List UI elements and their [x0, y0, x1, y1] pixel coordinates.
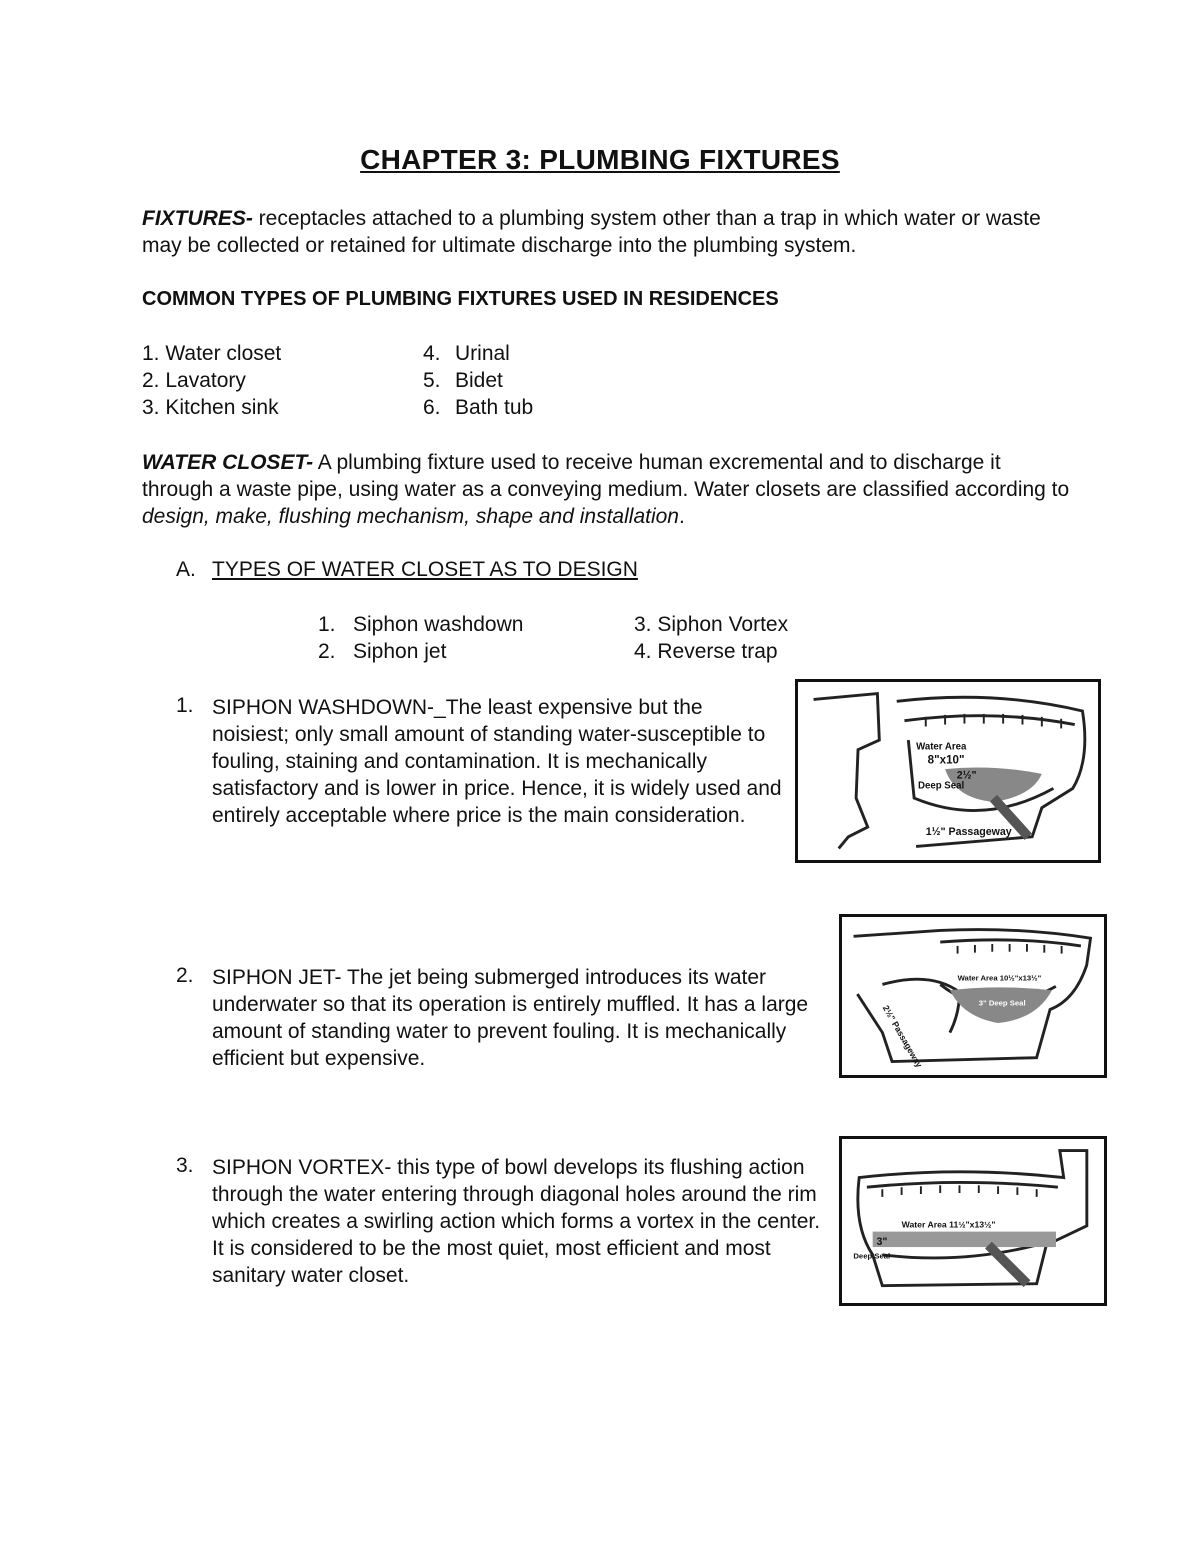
list-item: 4. Reverse trap: [634, 640, 778, 663]
common-types-heading: COMMON TYPES OF PLUMBING FIXTURES USED IN RESIDENCES: [142, 288, 779, 310]
passageway-label: 2½" Passageway: [880, 1003, 925, 1070]
list-item: 5. Bidet: [423, 369, 503, 392]
fixtures-term: FIXTURES-: [142, 207, 253, 230]
list-item: 1. Water closet: [142, 342, 282, 365]
water-closet-term: WATER CLOSET-: [142, 451, 314, 474]
water-closet-definition: WATER CLOSET- A plumbing fixture used to receive human excremental and to discharge it through a waste pipe, using water as a conveying medium. Water closets are classified according to design, make, flushing mechanism, shape and installation.: [142, 451, 1070, 528]
deep-seal-size-label: 2½": [956, 769, 977, 782]
deep-seal-label: Deep Seal: [853, 1251, 891, 1261]
item-number: 2.: [176, 964, 194, 987]
common-types-list-left: [142, 340, 281, 421]
list-item: 6. Bath tub: [423, 396, 534, 419]
list-item: 1. Siphon washdown: [318, 613, 524, 636]
list-item: 3. Kitchen sink: [142, 396, 279, 419]
list-item: 3. Siphon Vortex: [634, 613, 789, 636]
common-types-list-right: [423, 340, 533, 421]
design-types-list-right: [634, 611, 788, 665]
siphon-vortex-diagram: [842, 1139, 1104, 1303]
water-area-label: Water Area: [916, 741, 967, 753]
deep-seal-label: Deep Seal: [918, 780, 965, 792]
page-title: CHAPTER 3: PLUMBING FIXTURES: [360, 144, 840, 175]
siphon-washdown-figure: [795, 679, 1101, 863]
siphon-vortex-description: SIPHON VORTEX- this type of bowl develops its flushing action through the water entering through diagonal holes around the rim which creates a swirling action which forms a vortex in the center. It is considered to be the most quiet, most efficient and most sanitary water closet.: [212, 1156, 821, 1287]
deep-seal-size-label: 3": [876, 1236, 888, 1249]
siphon-jet-figure: [839, 914, 1107, 1078]
item-number: 1.: [176, 694, 194, 717]
section-a-heading: A. TYPES OF WATER CLOSET AS TO DESIGN: [176, 558, 638, 581]
water-area-label: Water Area 10½"x13½": [957, 973, 1042, 983]
fixtures-text: receptacles attached to a plumbing system other than a trap in which water or waste may be collected or retained for ultimate discharge into the plumbing system.: [142, 207, 1041, 257]
water-area-size-label: 8"x10": [927, 753, 965, 767]
siphon-washdown-diagram: [798, 682, 1098, 860]
list-item: 4. Urinal: [423, 342, 510, 365]
siphon-washdown-description: SIPHON WASHDOWN-_The least expensive but the noisiest; only small amount of standing water-susceptible to fouling, staining and contamination. It is mechanically satisfactory and is lower in price. Hence, it is widely used and entirely acceptable where price is the main consideration.: [212, 696, 782, 827]
deep-seal-label: 3" Deep Seal: [978, 998, 1026, 1008]
water-area-label: Water Area 11½"x13½": [901, 1219, 996, 1230]
list-item: 2. Lavatory: [142, 369, 246, 392]
siphon-jet-diagram: [842, 917, 1104, 1075]
siphon-jet-description: SIPHON JET- The jet being submerged introduces its water underwater so that its operation is entirely muffled. It has a large amount of standing water to prevent fouling. It is mechanically efficient but expensive.: [212, 966, 809, 1070]
fixtures-definition: [142, 205, 1072, 259]
design-types-list-left: [318, 611, 523, 665]
siphon-vortex-figure: [839, 1136, 1107, 1306]
passageway-label: 1½" Passageway: [925, 825, 1012, 838]
item-number: 3.: [176, 1154, 194, 1177]
list-item: 2. Siphon jet: [318, 640, 447, 663]
